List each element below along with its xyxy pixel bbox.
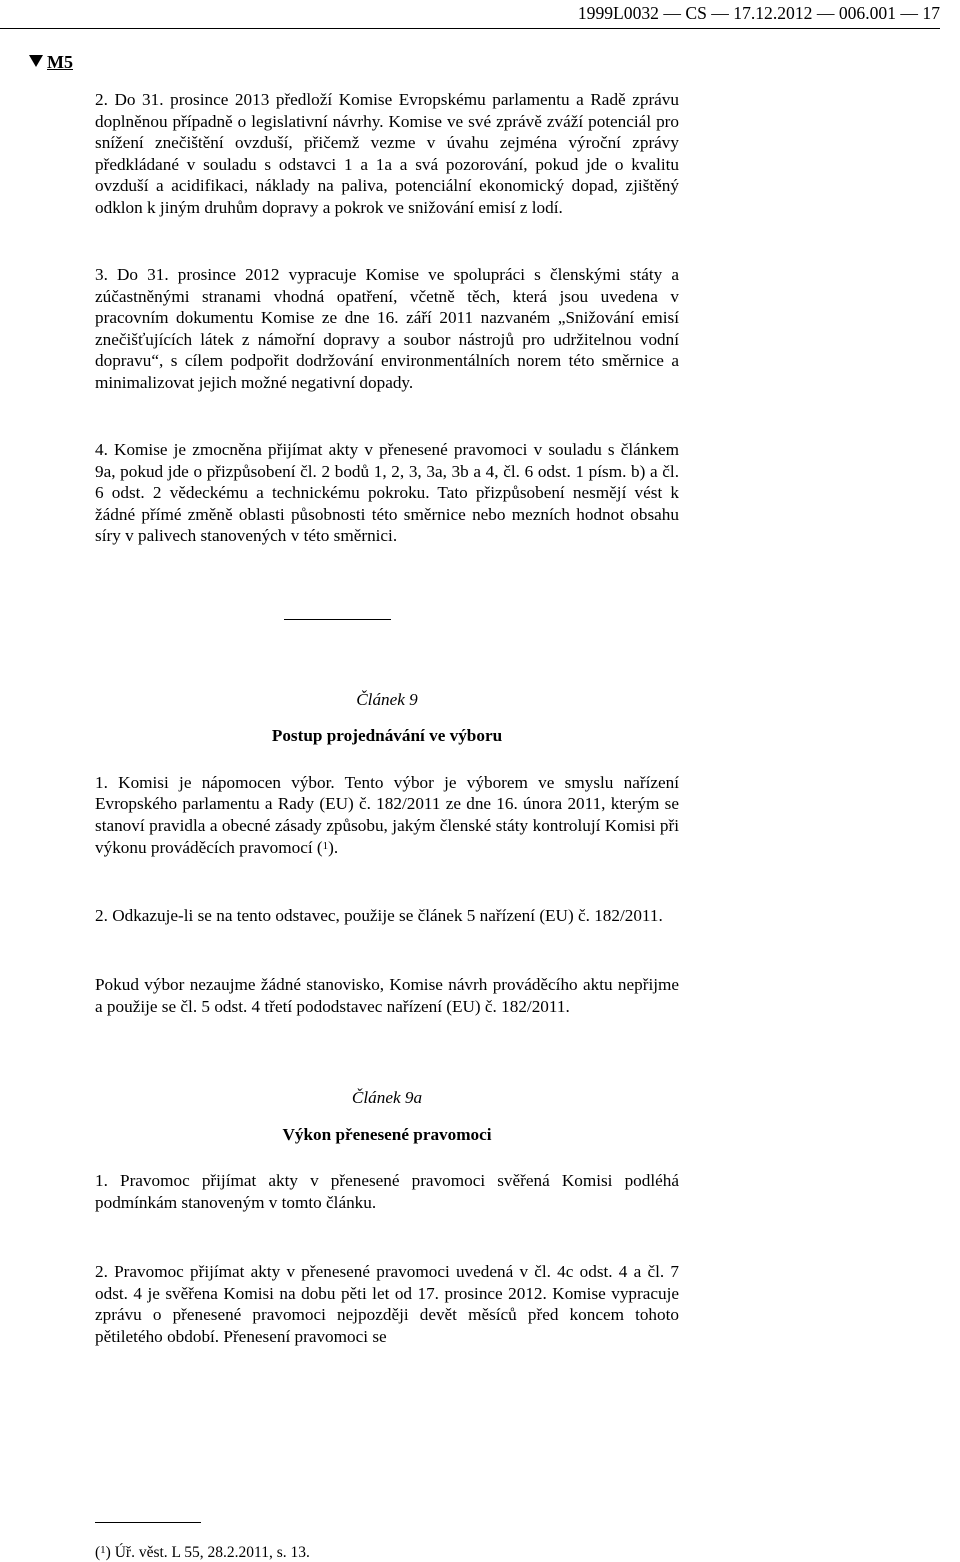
footnote-separator bbox=[95, 1522, 201, 1523]
article-9-paragraph-1: 1. Komisi je nápomocen výbor. Tento výbor je výborem ve smyslu nařízení Evropského parlamentu a Rady (EU) č. 182/2011 ze dne 16. února 2011, kterým se stanoví pravidla a obecné zásady způsobu, jakým členské státy kontrolují Komisi při výkonu prováděcích pravomocí ($^1$). bbox=[95, 772, 679, 857]
document-body bbox=[95, 89, 679, 1347]
amendment-marker bbox=[29, 52, 73, 74]
article-9-paragraph-2: 2. Odkazuje-li se na tento odstavec, použije se článek 5 nařízení (EU) č. 182/2011. bbox=[95, 905, 663, 925]
paragraph-3: 3. Do 31. prosince 2012 vypracuje Komise ve spolupráci s členskými státy a zúčastněnými stranami vhodná opatření, včetně těch, která jsou uvedena v pracovním dokumentu Komise ze dne 16. září 2011 nazvaném „Snižování emisí znečišťujících látek z námořní dopravy a soubor nástrojů pro udržitelnou vodní dopravu“, s cílem podpořit dodržování environmentálních norem této směrnice a minimalizovat jejich možné negativní dopady. bbox=[95, 265, 679, 392]
footnote-ref[interactable]: 1 bbox=[322, 840, 329, 852]
amendment-label: M5 bbox=[47, 52, 73, 72]
article-9a-paragraph-1: 1. Pravomoc přijímat akty v přenesené pravomoci svěřená Komisi podléhá podmínkám stanoveným v tomto článku. bbox=[95, 1171, 679, 1212]
article-9-number: Článek 9 bbox=[356, 689, 418, 709]
document-header: 1999L0032 — CS — 17.12.2012 — 006.001 — 17 bbox=[0, 0, 940, 29]
paragraph-4: 4. Komise je zmocněna přijímat akty v přenesené pravomoci v souladu s článkem 9a, pokud jde o přizpůsobení čl. 2 bodů 1, 2, 3, 3a, 3b a 4, čl. 6 odst. 1 písm. b) a čl. 6 odst. 2 vědeckému a technickému pokroku. Tato přizpůsobení nesmějí vést k žádné přímé změně oblasti působnosti této směrnice nebo mezních hodnot obsahu síry v palivech stanovených v této směrnici. bbox=[95, 440, 679, 545]
article-9-title: Postup projednávání ve výboru bbox=[271, 726, 503, 745]
paragraph-2: 2. Do 31. prosince 2013 předloží Komise Evropskému parlamentu a Radě zprávu doplněnou případně o legislativní návrhy. Komise ve své zprávě zváží potenciál pro snížení znečištění ovzduší, přičemž vezme v úvahu zejména výroční zprávy předkládané v souladu s odstavci 1 a 1a a svá pozorování, pokud jde o kvalitu ovzduší a acidifikaci, náklady na paliva, potenciální ekonomický dopad, zjištěný odklon k jiným druhům dopravy a pokrok ve snižování emisí z lodí. bbox=[95, 90, 679, 217]
article-9a-number: Článek 9a bbox=[351, 1088, 423, 1107]
article-9a-paragraph-2: 2. Pravomoc přijímat akty v přenesené pravomoci uvedená v čl. 4c odst. 4 a čl. 7 odst. 4 je svěřena Komisi na dobu pěti let od 17. prosince 2012. Komise vypracuje zprávu o přenesené pravomoci nejpozději devět měsíců před koncem tohoto pětiletého období. Přenesení pravomoci se bbox=[95, 1262, 679, 1346]
footnote: ($^1$) Úř. věst. L 55, 28.2.2011, s. 13. bbox=[95, 1544, 310, 1561]
section-separator bbox=[284, 619, 391, 620]
article-9a-title: Výkon přenesené pravomoci bbox=[282, 1124, 492, 1144]
article-9-paragraph-3: Pokud výbor nezaujme žádné stanovisko, Komise návrh prováděcího aktu nepřijme a použije se čl. 5 odst. 4 třetí pododstavec nařízení (EU) č. 182/2011. bbox=[95, 975, 679, 1016]
triangle-down-icon bbox=[29, 55, 43, 67]
